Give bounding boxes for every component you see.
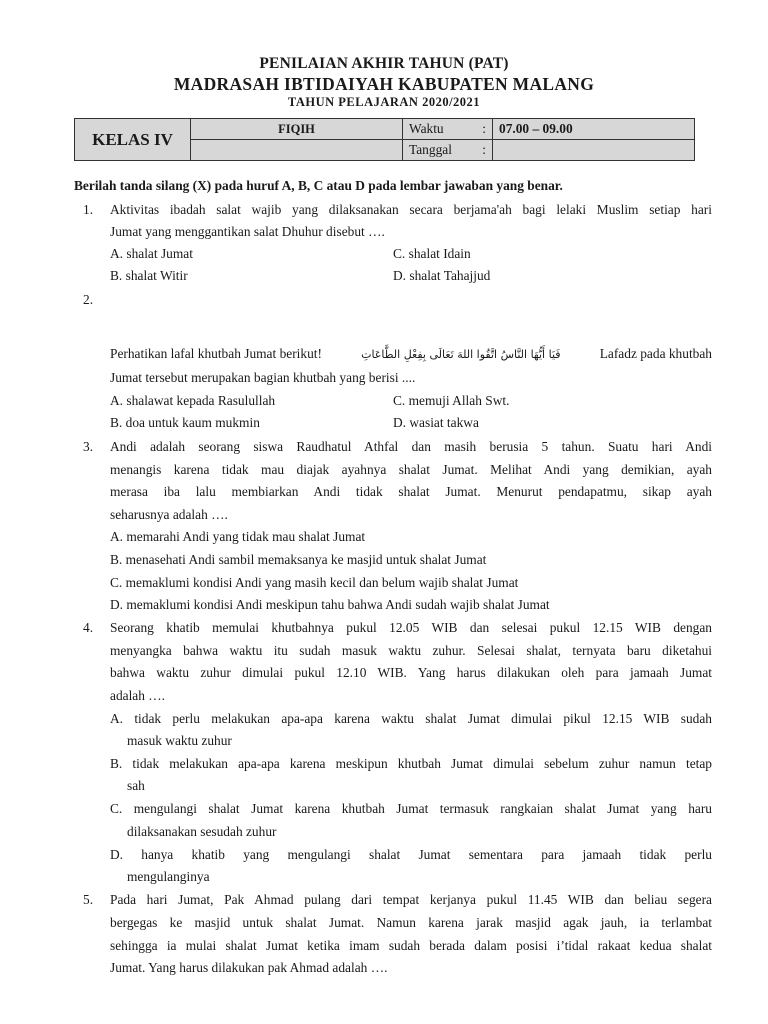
- question-3-line-1: Andi adalah seorang siswa Raudhatul Athfal dan masih berusia 5 tahun. Suatu hari Andi: [110, 439, 712, 454]
- date-value-cell: [493, 140, 695, 161]
- question-5-line-3: sehingga ia mulai shalat Jumat ketika imam sudah berada dalam posisi i’tidal rakaat kedua shalat: [110, 938, 712, 953]
- question-5-line-2: bergegas ke masjid untuk shalat Jumat. Namun karena jarak masjid agak jauh, ia terlambat: [110, 915, 712, 930]
- question-5-number: 5.: [83, 892, 94, 907]
- question-1-option-b: B. shalat Witir: [110, 268, 188, 283]
- time-label-cell: [403, 119, 493, 140]
- question-4-line-3: bahwa waktu zuhur dimulai pukul 12.10 WIB. Yang harus dilakukan oleh para jamaah Jumat: [110, 665, 712, 680]
- time-value-cell: 07.00 – 09.00: [493, 119, 695, 140]
- question-4-option-b-line-2: sah: [127, 778, 145, 793]
- question-4-option-c-line-1: C. mengulangi shalat Jumat karena khutbah Jumat termasuk rangkaian shalat Jumat yang haru: [110, 801, 712, 816]
- question-1-option-a: A. shalat Jumat: [110, 246, 193, 261]
- header-line-1: PENILAIAN AKHIR TAHUN (PAT): [259, 55, 509, 72]
- question-3-option-d: D. memaklumi kondisi Andi meskipun tahu bahwa Andi sudah wajib shalat Jumat: [110, 597, 550, 612]
- question-2-text-pre: Perhatikan lafal khutbah Jumat berikut!: [110, 346, 322, 361]
- question-2-option-d: D. wasiat takwa: [393, 415, 479, 430]
- instruction-text: Berilah tanda silang (X) pada huruf A, B, C atau D pada lembar jawaban yang benar.: [74, 178, 563, 193]
- question-2-text-post: Lafadz pada khutbah: [599, 346, 712, 361]
- question-4-line-2: menyangka bahwa waktu itu sudah masuk waktu zuhur. Selesai shalat, ternyata baru diketahui: [110, 643, 712, 658]
- question-2-line-1: [110, 346, 712, 362]
- question-3-number: 3.: [83, 439, 94, 454]
- question-4-option-d-line-2: mengulanginya: [127, 869, 210, 884]
- question-3-option-b: B. menasehati Andi sambil memaksanya ke masjid untuk shalat Jumat: [110, 552, 487, 567]
- date-label: Tanggal: [409, 142, 452, 157]
- question-4-option-b-line-1: B. tidak melakukan apa-apa karena meskipun khutbah Jumat dimulai sebelum zuhur namun tetap: [110, 756, 712, 771]
- time-colon: :: [482, 121, 486, 136]
- question-5-line-1: Pada hari Jumat, Pak Ahmad pulang dari tempat kerjanya pukul 11.45 WIB dan beliau segera: [110, 892, 712, 907]
- question-2-option-b: B. doa untuk kaum mukmin: [110, 415, 260, 430]
- question-4-line-1: Seorang khatib memulai khutbahnya pukul 12.05 WIB dan selesai pukul 12.15 WIB dengan: [110, 620, 712, 635]
- question-3-option-c: C. memaklumi kondisi Andi yang masih kecil dan belum wajib shalat Jumat: [110, 575, 519, 590]
- question-4-option-c-line-2: dilaksanakan sesudah zuhur: [127, 824, 277, 839]
- question-1-option-c: C. shalat Idain: [393, 246, 471, 261]
- date-label-cell: [403, 140, 493, 161]
- exam-info-table: [74, 118, 695, 161]
- question-4-number: 4.: [83, 620, 94, 635]
- header-line-2: MADRASAH IBTIDAIYAH KABUPATEN MALANG: [173, 74, 595, 94]
- question-4-option-d-line-1: D. hanya khatib yang mengulangi shalat Jumat sementara para jamaah tidak perlu: [110, 847, 712, 862]
- question-3-line-4: seharusnya adalah ….: [110, 507, 228, 522]
- question-3-line-3: merasa iba lalu membiarkan Andi tidak shalat Jumat. Menurut pendapatmu, sikap ayah: [110, 484, 712, 499]
- question-1-line-2: Jumat yang menggantikan salat Dhuhur disebut ….: [110, 224, 385, 239]
- class-cell: KELAS IV: [75, 119, 191, 161]
- question-4-line-4: adalah ….: [110, 688, 166, 703]
- question-2-number: 2.: [83, 292, 94, 307]
- time-label: Waktu: [409, 121, 444, 136]
- question-2-option-a: A. shalawat kepada Rasulullah: [110, 393, 276, 408]
- question-5-line-4: Jumat. Yang harus dilakukan pak Ahmad adalah ….: [110, 960, 388, 975]
- question-3-option-a: A. memarahi Andi yang tidak mau shalat Jumat: [110, 529, 366, 544]
- question-4-option-a-line-1: A. tidak perlu melakukan apa-apa karena waktu shalat Jumat dimulai pikul 12.15 WIB sudah: [110, 711, 712, 726]
- header-line-3: TAHUN PELAJARAN 2020/2021: [287, 95, 481, 109]
- question-2-option-c: C. memuji Allah Swt.: [393, 393, 510, 408]
- question-1-number: 1.: [83, 202, 94, 217]
- subject-cell: FIQIH: [191, 119, 403, 140]
- question-1-option-d: D. shalat Tahajjud: [393, 268, 491, 283]
- question-2-line-2: Jumat tersebut merupakan bagian khutbah yang berisi ....: [110, 370, 416, 385]
- subject-empty-cell: [191, 140, 403, 161]
- question-3-line-2: menangis karena tidak mau diajak ayahnya shalat Jumat. Melihat Andi yang demikian, ayah: [110, 462, 712, 477]
- date-colon: :: [482, 142, 486, 157]
- question-2-arabic: فَيَا أَيُّهَا النَّاسُ اتَّقُوا اللهَ تَعَالَى بِفِعْلِ الطَّاعَاتِ: [361, 348, 561, 361]
- question-4-option-a-line-2: masuk waktu zuhur: [127, 733, 232, 748]
- question-1-line-1: Aktivitas ibadah salat wajib yang dilaksanakan secara berjama'ah bagi lelaki Muslim setiap hari: [110, 202, 712, 217]
